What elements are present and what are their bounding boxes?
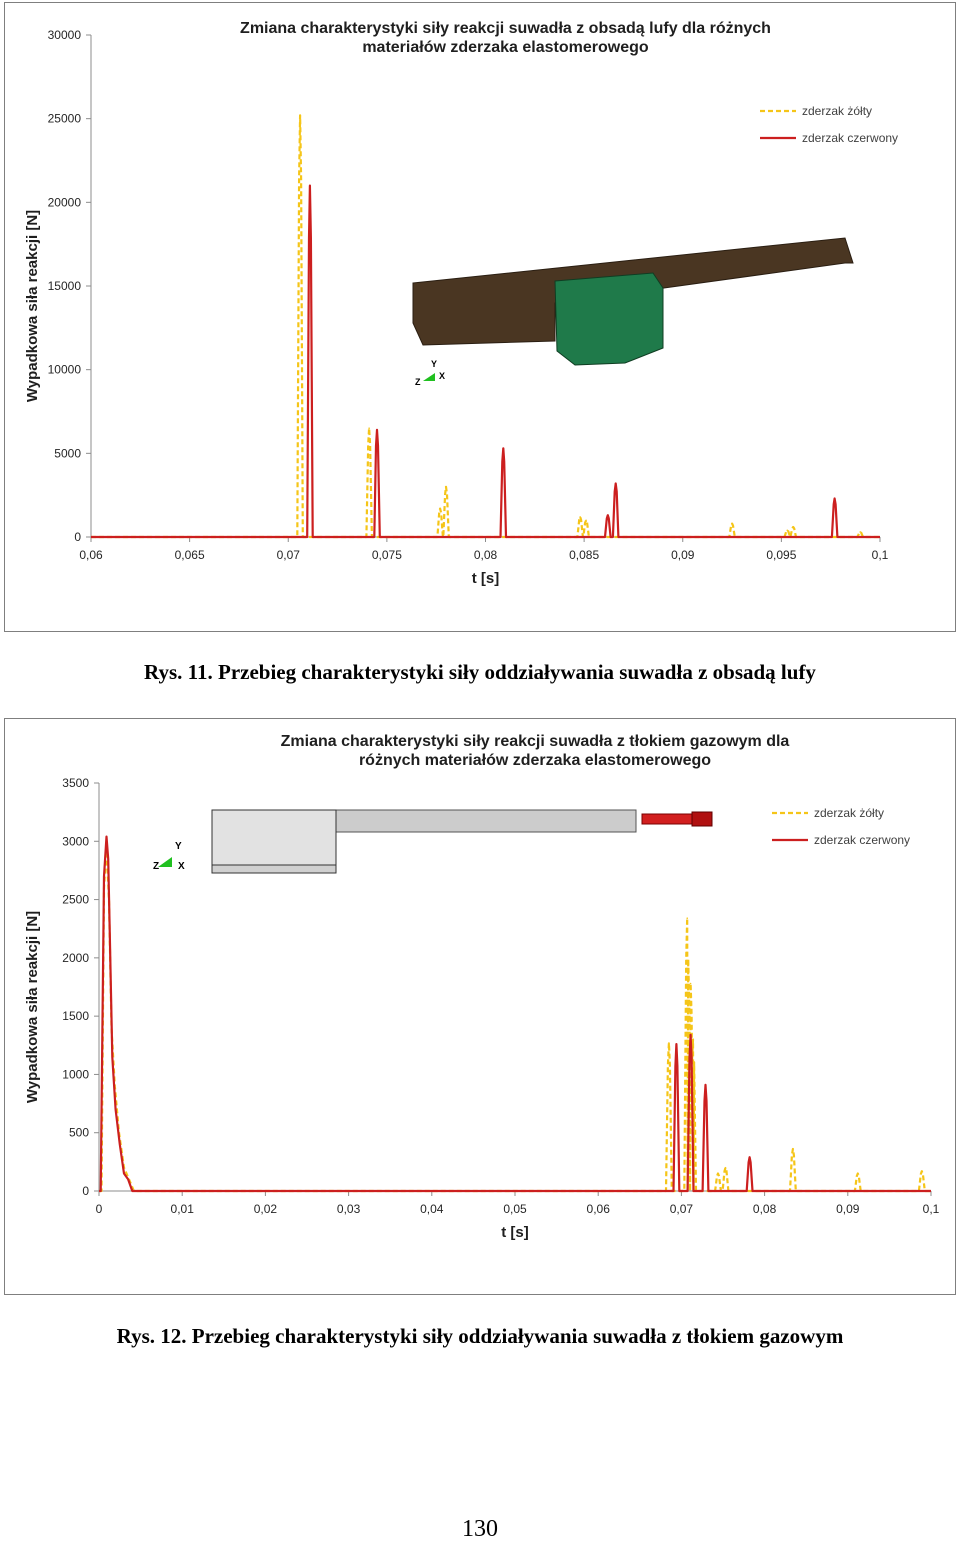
y-tick-label: 30000 [47,28,81,42]
y-tick-label: 500 [68,1125,89,1140]
piston-head-shape [692,812,712,826]
data-point [731,523,733,525]
series-line-yellow [99,847,931,1191]
axis-label-z: Z [153,861,160,872]
data-point [585,519,587,521]
x-tick-label: 0,09 [671,548,695,562]
chart-title-line: różnych materiałów zderzaka elastomerowego [358,752,712,769]
legend-label: zderzak żółty [814,806,885,820]
axis-label-x: X [439,371,446,381]
caption-figure-11: Rys. 11. Przebieg charakterystyki siły oddziaływania suwadła z obsadą lufy [144,660,816,684]
data-point [368,427,370,429]
data-point [579,516,581,518]
page-number: 130 [462,1516,498,1542]
legend-label: zderzak żółty [802,104,873,118]
data-point [299,115,301,117]
x-tick-label: 0,09 [836,1202,860,1216]
caption-figure-12: Rys. 12. Przebieg charakterystyki siły oddziaływania suwadła z tłokiem gazowym [116,1324,844,1348]
data-point [725,1167,727,1169]
chart-title-line: materiałów zderzaka elastomerowego [362,39,649,56]
axis-triad-icon [153,841,185,872]
x-tick-label: 0 [95,1202,103,1216]
y-tick-label: 1500 [62,1009,89,1024]
y-axis-label: Wypadkowa siła reakcji [N] [24,910,41,1104]
model-inset [413,238,853,387]
y-tick-label: 2500 [62,892,89,907]
data-point [376,429,378,431]
chart-11-svg [5,3,955,631]
x-tick-label: 0,04 [420,1202,444,1216]
data-point [615,483,617,485]
y-tick-label: 5000 [54,446,81,461]
gas-piston-shape [642,814,692,824]
x-tick-label: 0,05 [503,1202,527,1216]
series-line-red [99,837,931,1191]
data-point [857,1173,859,1175]
x-axis-label: t [s] [471,570,500,587]
x-tick-label: 0,06 [79,548,103,562]
legend-label: zderzak czerwony [802,131,899,145]
x-tick-label: 0,02 [253,1202,278,1216]
data-point [309,185,311,187]
data-point [692,1039,694,1041]
axis-triad-shape [158,857,172,867]
data-point [690,983,692,985]
axis-triad-icon [415,359,445,387]
x-tick-label: 0,03 [336,1202,361,1216]
data-point [686,917,688,919]
x-tick-label: 0,085 [569,548,600,562]
data-point [792,526,794,528]
y-tick-label: 3000 [62,834,89,849]
x-tick-label: 0,095 [766,548,797,562]
model-inset [153,810,712,873]
chart-title-line: Zmiana charakterystyki siły reakcji suwadła z obsadą lufy dla różnych [240,20,771,37]
x-tick-label: 0,065 [174,548,205,562]
y-tick-label: 15000 [47,279,81,293]
data-point [676,1043,678,1045]
data-point [668,1042,670,1044]
data-point [705,1084,707,1086]
axis-triad-shape [423,373,435,381]
figure-11 [4,2,956,632]
x-tick-label: 0,01 [170,1202,194,1216]
data-point [690,1034,692,1036]
y-tick-label: 0 [74,530,81,544]
x-tick-label: 0,1 [922,1202,940,1216]
data-point [749,1156,751,1158]
axis-label-z: Z [415,377,421,387]
x-tick-label: 0,075 [371,548,402,562]
data-point [786,530,788,532]
data-point [717,1173,719,1175]
x-tick-label: 0,07 [669,1202,694,1216]
data-point [859,531,861,533]
series-line-red [91,186,880,537]
chart-12-svg [5,719,955,1294]
y-tick-label: 1000 [62,1067,89,1082]
x-tick-label: 0,06 [586,1202,610,1216]
y-tick-label: 3500 [62,776,89,790]
figure-12 [4,718,956,1295]
x-axis-label: t [s] [501,1224,529,1241]
data-point [921,1170,923,1172]
chart-title-line: Zmiana charakterystyki siły reakcji suwadła z tłokiem gazowym dla [280,733,790,750]
data-point [502,448,504,450]
x-tick-label: 0,08 [752,1202,777,1216]
legend-label: zderzak czerwony [814,833,911,847]
slide-body-shape [212,810,336,873]
data-point [439,508,441,510]
axis-label-y: Y [431,359,438,369]
y-tick-label: 2000 [62,950,89,965]
axis-label-x: X [178,861,185,872]
slide-rail-shape [212,865,336,873]
data-point [792,1148,794,1150]
slide-carrier-shape [555,273,663,365]
data-point [445,486,447,488]
y-tick-label: 20000 [47,195,81,210]
y-tick-label: 0 [82,1184,89,1198]
data-point [607,514,609,516]
y-tick-label: 10000 [47,362,81,377]
data-point [834,498,836,500]
axis-label-y: Y [175,841,182,852]
x-tick-label: 0,07 [276,548,300,562]
y-axis-label: Wypadkowa siła reakcji [N] [24,209,41,403]
x-tick-label: 0,08 [473,548,498,562]
y-tick-label: 25000 [47,111,81,126]
x-tick-label: 0,1 [871,548,889,562]
